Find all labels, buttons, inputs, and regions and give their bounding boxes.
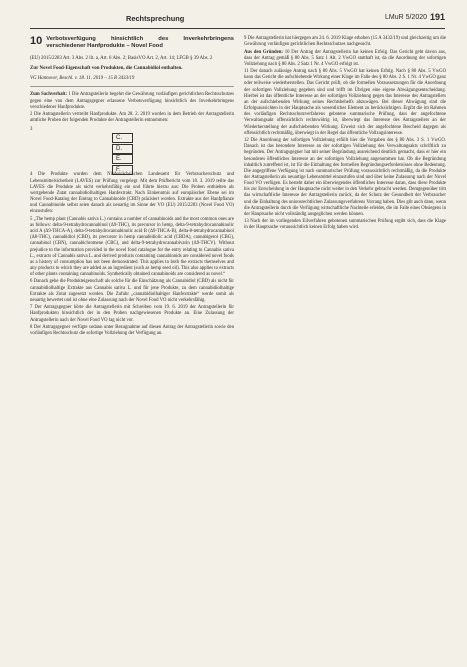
section-title: Rechtsprechung	[126, 14, 185, 23]
paragraph-4: 4 Die Produkte wurden dem Niedersächsischen Landesamt für Verbraucherschutz und Lebensmittelsicherheit (LAVES) zur Prüfung vorgelegt. Mit dem Prüfbericht vom 18. 3. 2019 teilte das LAVES die Produkte als nicht verkehrsfähig ein und führte hierzu aus: Die Proben enthielten als wertgebende Zutat cannabidiolhaltigen Hanfextrakt. Nach Einkenntnis auf europäischer Ebene sei im Novel Food-Katalog der Eintrag to Cannabinoide (CBD) präzisiert worden. Extrakte aus der Hanfpflanze und Cannabinoide selbst seien danach als neuartig im Sinne der VO (EU) 2015/2283 (Novel Food VO) einzustufen:	[30, 172, 234, 215]
paragraph-13: 13 Nach der im vorliegenden Eilverfahren gebotenen summarischen Prüfung ergibt sich, dass die Klage in der Hauptsache voraussichtlich keinen Erfolg haben wird.	[244, 219, 446, 231]
headnote: Zur Novel Food-Eigenschaft von Produkten, die Cannabidiol enthalten.	[30, 66, 183, 72]
paragraph-10	[244, 50, 446, 68]
paragraph-1-text: 1 Die Antragstellerin begehrt die Gewährung vorläufigen gerichtlichen Rechtsschutzes gegen eine von dem Antragsgegner erlassene Verbotsverfügung hinsichtlich des Inverkehrbringens verschiedener Hanfprodukte.	[30, 92, 235, 110]
paragraph-12: 12 Die Anordnung der sofortigen Vollziehung erfüllt hier die Vorgaben des § 80 Abs. 3 S. 1 VwGO. Danach ist das besondere Interesse an der sofortigen Vollziehung des Verwaltungsakts schriftlich zu begründen. Der Antragsgegner hat mit seiner Begründung ausreichend deutlich gemacht, dass er hier ein besonderes öffentliches Interesse an der sofortigen Vollziehung angenommen hat. Ob die Begründung inhaltlich zutreffend ist, ist für die Einhaltung des formellen Begründungserfordernisses ohne Bedeutung. Die angegriffene Verfügung ist nach summarischer Prüfung voraussichtlich rechtmäßig, da die Produkte der Antragstellerin als neuartige Lebensmittel einzustufen sind und über keine Zulassung nach der Novel Food VO verfügen. Es besteht daher ein überwiegendes öffentliches Interesse daran, dass diese Produkte bis zur Entscheidung in der Hauptsache nicht weiter in den Verkehr gebracht werden. Demgegenüber tritt das wirtschaftliche Interesse der Antragstellerin zurück, da der Schutz der Gesundheit der Verbraucher und die Einhaltung des unionsrechtlichen Zulassungsverfahrens Vorrang haben. Dies gilt auch dann, wenn die Antragstellerin durch die Verfügung wirtschaftliche Nachteile erleidet, die im Falle eines Obsiegens in der Hauptsache nicht vollständig ausgeglichen werden können.	[244, 138, 446, 217]
left-column	[30, 36, 234, 338]
product-box: F.	[112, 165, 133, 175]
paragraph-5: 5 „The hemp plant (Cannabis sativa L.) contains a number of cannabinoids and the most common ones are as follows: delta-9-tetrahydrocannabinol (Δ9-THC), its precursor in hemp, delta-9-tetrahydrocannabinolic acid A (Δ9-THCA-A), delta-9-tetrahydrocannabinolic acid B (Δ9-THCA-B), delta-8-tetrahydrocannabinol (Δ8-THC), cannabidiol (CBD), its precursor in hemp cannabidiolic acid (CBDA), cannabigerol (CBG), cannabinol (CBN), cannabichromene (CBC), and delta-9-tetrahydrocannabivarin (Δ9-THCV). Without prejudice to the information provided in the novel food catalogue for the entry relating to Cannabis sativa L., extracts of Cannabis sativa L. and derived products containing cannabinoids are considered novel foods as a history of consumption has not been demonstrated. This applies to both the extracts themselves and any products to which they are added as an ingredient (such as hemp seed oil). This also applies to extracts of other plants containing cannabinoids. Synthetically obtained cannabinoids are considered as novel.“	[30, 216, 234, 278]
product-box: E.	[112, 154, 133, 164]
case-number: 10	[30, 35, 43, 47]
case-heading	[30, 36, 234, 50]
product-box: C.	[112, 133, 133, 143]
paragraph-11: 11 Der danach zulässige Antrag nach § 80 Abs. 5 VwGO hat keinen Erfolg. Nach § 80 Abs. 5 VwGO kann das Gericht die aufschiebende Wirkung einer Klage im Falle des § 80 Abs. 2 S. 1 Nr. 4 VwGO ganz oder teilweise wiederherstellen. Das Gericht prüft, ob die formellen Voraussetzungen für die Anordnung der sofortigen Vollziehung gegeben sind und trifft im Übrigen eine eigene Abwägungsentscheidung. Hierbei ist das öffentliche Interesse an der sofortigen Vollziehung gegen das Interesse des Antragstellers an der aufschiebenden Wirkung seines Rechtsbehelfs abzuwägen. Bei dieser Abwägung sind die Erfolgsaussichten in der Hauptsache als wesentliches Element zu berücksichtigen. Ergibt die im Rahmen des vorläufigen Rechtsschutzverfahrens gebotene summarische Prüfung, dass der angefochtene Verwaltungsakt offensichtlich rechtswidrig ist, überwiegt das Interesse des Antragstellers an der Wiederherstellung der aufschiebenden Wirkung. Erweist sich der angefochtene Bescheid dagegen als offensichtlich rechtmäßig, überwiegt in der Regel das öffentliche Vollzugsinteresse.	[244, 69, 446, 136]
court-citation: VG Hannover, Beschl. v. 18. 11. 2019 – 15 B 3433/19	[30, 76, 234, 87]
legal-references: (EU) 2015/2283 Art. 3 Abs. 2 lit. a, Art. 6 Abs. 2; BasisVO Art. 2, Art. 14; LFGB § 39 Abs. 2	[30, 56, 213, 61]
right-column	[244, 36, 446, 233]
paragraph-3-number: 3	[30, 127, 33, 133]
paragraph-2: 2 Die Antragstellerin vertreibt Hanfprodukte. Am 28. 2. 2019 wurden in dem Betrieb der Antragstellerin amtliche Proben der folgenden Produkte der Antragstellerin entnommen:	[30, 112, 234, 124]
paragraph-6: 6 Danach gehe die Produkteigenschaft als solche für die Einschätzung als Cannabidiol (CBD) als nicht für cannabidiolhaltige Extrakte aus Cannabis sativa L. und für jene Produkte, zu dem cannabidiolhaltige Extrakte als Zutat zugesetzt worden. Die Zufuhr „cannabidiolhaltiger Hanfextrakte“ werde somit als neuartig bewertet und ist ohne eine Zulassung nach der Novel Food VO nicht verkehrsfähig.	[30, 279, 234, 303]
case-title: Verbotsverfügung hinsichtlich des Inverkehrbringens verschiedener Hanfprodukte – Novel Food	[46, 36, 234, 49]
product-boxes	[112, 133, 133, 175]
paragraph-8: 8 Der Antragsgegner verfügte sodann unter Bezugnahme auf diesen Antrag der Antragstellerin sowie den vorläufigen Rechtsschutz die sofortige Vollziehung der Verfügung an.	[30, 324, 234, 337]
paragraph-1	[30, 92, 234, 110]
running-header	[30, 10, 445, 29]
paragraph-7: 7 Der Antragsgegner hörte die Antragstellerin mit Schreiben vom 19. 6. 2019 der Antragstellerin für Hanfprodukten hinsichtlich der in den Proben nachgewiesenen Produkte an. Eine Zulassung der Antragstellerin nach der Novel Food VO lag nicht vor.	[30, 305, 234, 323]
page-number: 191	[429, 12, 445, 22]
paragraph-10-text: 10 Der Antrag der Antragstellerin hat keinen Erfolg. Das Gericht geht davon aus, dass der Antrag gemäß § 80 Abs. 5 Satz 1 Alt. 2 VwGO statthaft ist, da die Anordnung der sofortigen Vollziehung nach § 80 Abs. 2 Satz 1 Nr. 4 VwGO erfolgt ist.	[244, 49, 447, 67]
paragraph-9: 9 Die Antragstellerin hat hiergegen am 24. 6. 2019 Klage erhoben (15 A 3432/19) und gleichzeitig um die Gewährung vorläufigen gerichtlichen Rechtsschutzes nachgesucht.	[244, 36, 446, 48]
product-box: D.	[112, 144, 133, 154]
reasons-label: Aus den Gründen:	[244, 49, 283, 55]
issue-label: LMuR 5/2020	[384, 14, 427, 21]
facts-label: Zum Sachverhalt:	[30, 92, 67, 98]
product-box-list	[30, 127, 234, 173]
